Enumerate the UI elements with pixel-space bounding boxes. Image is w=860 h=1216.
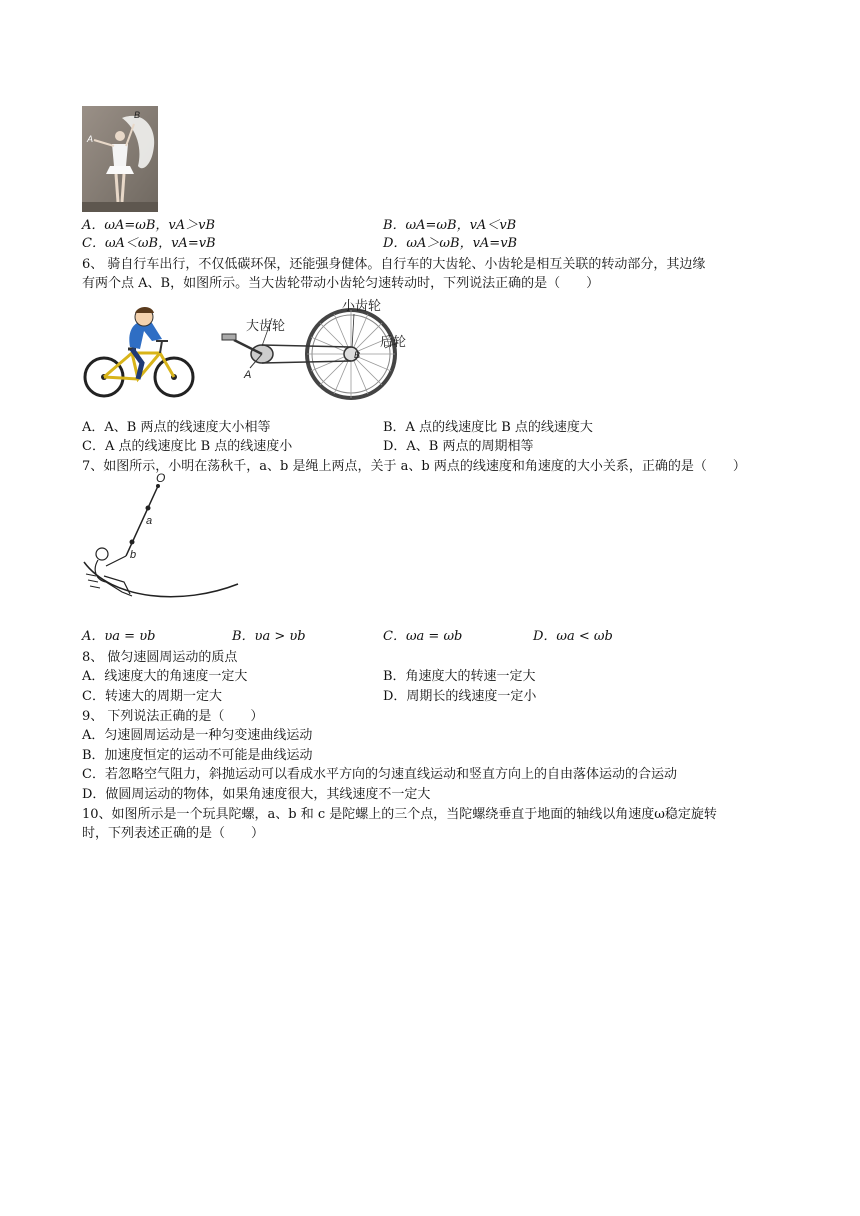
q9-option-c[interactable]: C．若忽略空气阻力，斜抛运动可以看成水平方向的匀速直线运动和竖直方向上的自由落体运动的合运动 xyxy=(82,767,677,782)
q9-stem: 9、 下列说法正确的是（ ） xyxy=(82,709,264,724)
q10-stem-line1: 10、如图所示是一个玩具陀螺，a、b 和 c 是陀螺上的三个点，当陀螺绕垂直于地面的轴线以角速度ω稳定旋转 xyxy=(82,807,717,822)
q7-label-b: b xyxy=(130,549,137,561)
q6-stem-line1: 6、 骑自行车出行，不仅低碳环保，还能强身健体。自行车的大齿轮、小齿轮是相互关联的转动部分，其边缘 xyxy=(82,257,706,272)
q6-label-small-gear: 小齿轮 xyxy=(342,298,382,313)
q7-swing-figure xyxy=(82,470,242,610)
q6-option-d[interactable]: D．A、B 两点的周期相等 xyxy=(383,439,534,454)
q5-option-c[interactable]: C．ωA＜ωB，vA=vB xyxy=(82,236,216,251)
q8-option-a[interactable]: A．线速度大的角速度一定大 xyxy=(82,669,248,684)
q8-option-d[interactable]: D．周期长的线速度一定小 xyxy=(383,689,537,704)
q8-option-b[interactable]: B．角速度大的转速一定大 xyxy=(383,669,536,684)
q10-stem-line2: 时，下列表述正确的是（ ） xyxy=(82,826,265,841)
q7-label-a: a xyxy=(146,515,153,527)
q9-option-d[interactable]: D．做圆周运动的物体，如果角速度很大，其线速度不一定大 xyxy=(82,787,431,802)
q6-label-point-b: B xyxy=(354,350,361,360)
q5-option-b[interactable]: B．ωA=ωB，vA＜vB xyxy=(383,218,517,233)
q6-option-b[interactable]: B．A 点的线速度比 B 点的线速度大 xyxy=(383,420,593,435)
q6-gear-diagram xyxy=(220,296,420,402)
q5-dancer-photo xyxy=(82,106,158,212)
q6-label-point-a: A xyxy=(244,369,252,381)
q7-option-b[interactable]: B．υa > υb xyxy=(232,629,306,644)
q6-option-a[interactable]: A．A、B 两点的线速度大小相等 xyxy=(82,420,271,435)
q6-stem-line2: 有两个点 A、B，如图所示。当大齿轮带动小齿轮匀速转动时，下列说法正确的是（ ） xyxy=(82,276,600,291)
q9-option-b[interactable]: B．加速度恒定的运动不可能是曲线运动 xyxy=(82,748,313,763)
q7-option-a[interactable]: A．υa = υb xyxy=(82,629,156,644)
q6-label-rear-wheel: 后轮 xyxy=(380,334,407,349)
q6-cyclist-figure xyxy=(82,305,197,400)
q5-photo-label-b: B xyxy=(134,110,141,120)
q5-option-d[interactable]: D．ωA＞ωB，vA=vB xyxy=(383,236,518,251)
q7-option-d[interactable]: D．ωa < ωb xyxy=(533,629,613,644)
q5-option-a[interactable]: A．ωA=ωB，vA＞vB xyxy=(82,218,216,233)
q7-option-c[interactable]: C．ωa = ωb xyxy=(383,629,463,644)
q5-photo-label-a: A xyxy=(87,134,94,144)
q7-stem: 7、如图所示，小明在荡秋千，a、b 是绳上两点，关于 a、b 两点的线速度和角速度的大小关系，正确的是（ ） xyxy=(82,459,746,474)
q8-stem: 8、 做匀速圆周运动的质点 xyxy=(82,650,238,665)
q8-option-c[interactable]: C．转速大的周期一定大 xyxy=(82,689,222,704)
q6-label-big-gear: 大齿轮 xyxy=(246,318,286,333)
q6-option-c[interactable]: C．A 点的线速度比 B 点的线速度小 xyxy=(82,439,293,454)
q9-option-a[interactable]: A．匀速圆周运动是一种匀变速曲线运动 xyxy=(82,728,313,743)
q7-label-o: O xyxy=(156,471,166,485)
